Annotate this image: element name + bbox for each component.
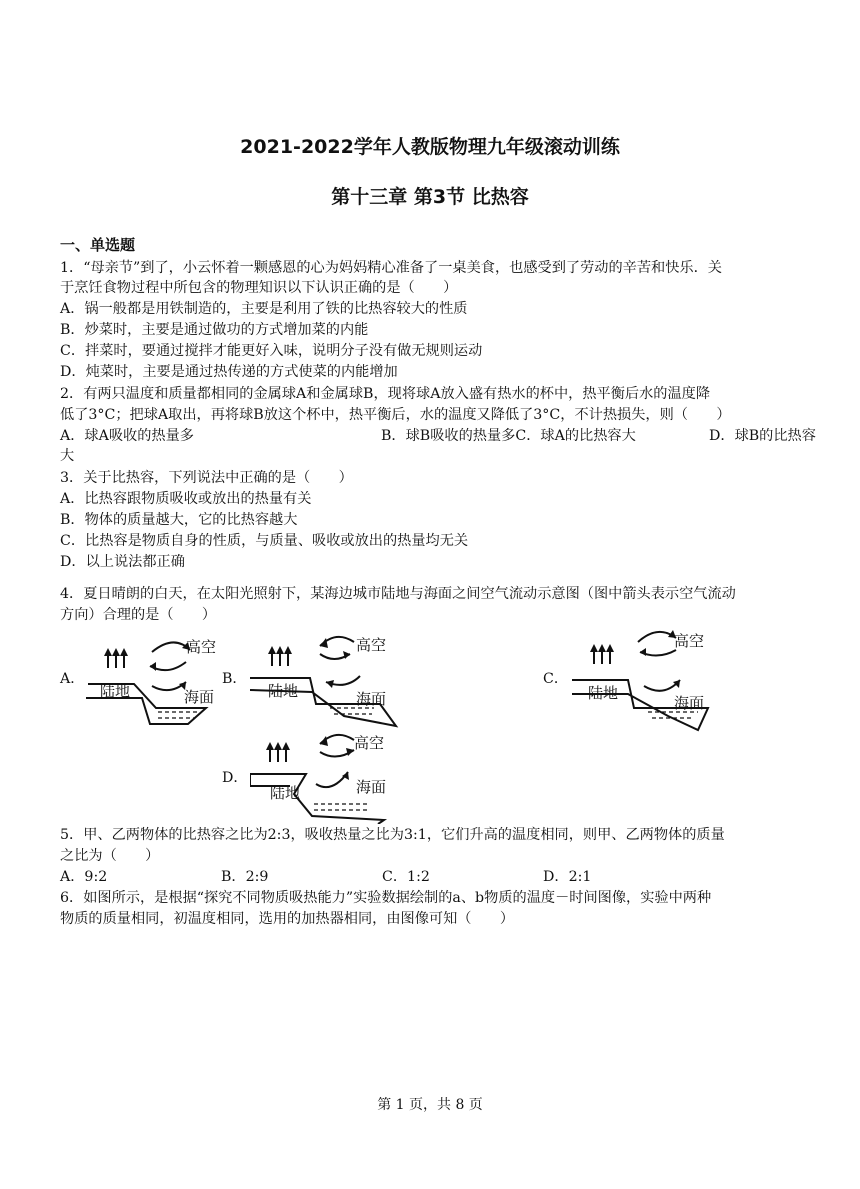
page-footer: 第 1 页，共 8 页 (377, 1097, 483, 1113)
q4-option-c-label: C． (543, 671, 569, 687)
q4a-land-label: 陆地 (100, 682, 131, 700)
q2-option-bc: B．球B吸收的热量多C．球A的比热容大 (381, 428, 636, 444)
q4-stem-line2: 方向）合理的是（ ） (60, 607, 217, 623)
q4a-sky-label: 高空 (186, 638, 217, 656)
q1-option-d: D．炖菜时，主要是通过热传递的方式使菜的内能增加 (60, 364, 398, 380)
q1-stem-line2: 于烹饪食物过程中所包含的物理知识以下认识正确的是（ ） (60, 280, 458, 296)
q4d-sky-label: 高空 (354, 734, 385, 752)
q4a-sea-label: 海面 (184, 688, 215, 706)
q2-option-d: D．球B的比热容 (709, 428, 816, 444)
q2-stem-line2: 低了3°C；把球A取出，再将球B放这个杯中，热平衡后，水的温度又降低了3°C，不计热损失，则（ ） (60, 407, 731, 423)
q6-stem-line1: 6．如图所示，是根据“探究不同物质吸热能力”实验数据绘制的a、b物质的温度－时间图像，实验中两种 (60, 890, 712, 906)
q4c-land-label: 陆地 (588, 684, 619, 702)
q1-option-b: B．炒菜时，主要是通过做功的方式增加菜的内能 (60, 322, 369, 338)
q3-option-d: D．以上说法都正确 (60, 554, 185, 570)
q4-figure-b (250, 624, 400, 738)
q2-option-d-continued: 大 (60, 448, 75, 464)
q4-figure-d (250, 724, 400, 828)
q2-stem-line1: 2．有两只温度和质量都相同的金属球A和金属球B，现将球A放入盛有热水的杯中，热平衡后水的温度降 (60, 386, 711, 402)
q6-stem-line2: 物质的质量相同，初温度相同，选用的加热器相同，由图像可知（ ） (60, 911, 515, 927)
q3-option-b: B．物体的质量越大，它的比热容越大 (60, 512, 298, 528)
document-title: 2021-2022学年人教版物理九年级滚动训练 (240, 136, 620, 158)
q4d-land-label: 陆地 (270, 784, 301, 802)
q4b-sea-label: 海面 (356, 690, 387, 708)
section-heading: 一、单选题 (60, 236, 136, 254)
q5-option-d: D．2:1 (543, 869, 592, 885)
q4b-sky-label: 高空 (356, 636, 387, 654)
q2-option-a: A．球A吸收的热量多 (60, 428, 194, 444)
q5-stem-line1: 5．甲、乙两物体的比热容之比为2:3，吸收热量之比为3:1，它们升高的温度相同，则甲、乙两物体的质量 (60, 827, 725, 843)
q4-figure-a (86, 624, 236, 738)
document-subtitle: 第十三章 第3节 比热容 (331, 186, 529, 208)
q4b-land-label: 陆地 (268, 682, 299, 700)
q4-stem-line1: 4．夏日晴朗的白天，在太阳光照射下，某海边城市陆地与海面之间空气流动示意图（图中箭头表示空气流动 (60, 586, 736, 602)
q4c-sea-label: 海面 (674, 694, 705, 712)
q4c-sky-label: 高空 (674, 632, 705, 650)
q3-option-c: C．比热容是物质自身的性质，与质量、吸收或放出的热量均无关 (60, 533, 469, 549)
q1-option-a: A．锅一般都是用铁制造的，主要是利用了铁的比热容较大的性质 (60, 301, 468, 317)
q4-figure-c (572, 624, 722, 738)
q1-option-c: C．拌菜时，要通过搅拌才能更好入味，说明分子没有做无规则运动 (60, 343, 483, 359)
q5-option-a: A．9:2 (60, 869, 108, 885)
q3-option-a: A．比热容跟物质吸收或放出的热量有关 (60, 491, 312, 507)
q1-stem-line1: 1．“母亲节”到了，小云怀着一颗感恩的心为妈妈精心准备了一桌美食，也感受到了劳动的辛苦和快乐．关 (60, 260, 722, 276)
q4-option-b-label: B． (222, 671, 247, 687)
q4-option-a-label: A． (60, 671, 85, 687)
q5-stem-line2: 之比为（ ） (60, 848, 160, 864)
q4-option-d-label: D． (222, 770, 248, 786)
q5-option-b: B．2:9 (221, 869, 269, 885)
q3-stem: 3．关于比热容，下列说法中正确的是（ ） (60, 470, 353, 486)
q5-option-c: C．1:2 (382, 869, 430, 885)
q4d-sea-label: 海面 (356, 778, 387, 796)
